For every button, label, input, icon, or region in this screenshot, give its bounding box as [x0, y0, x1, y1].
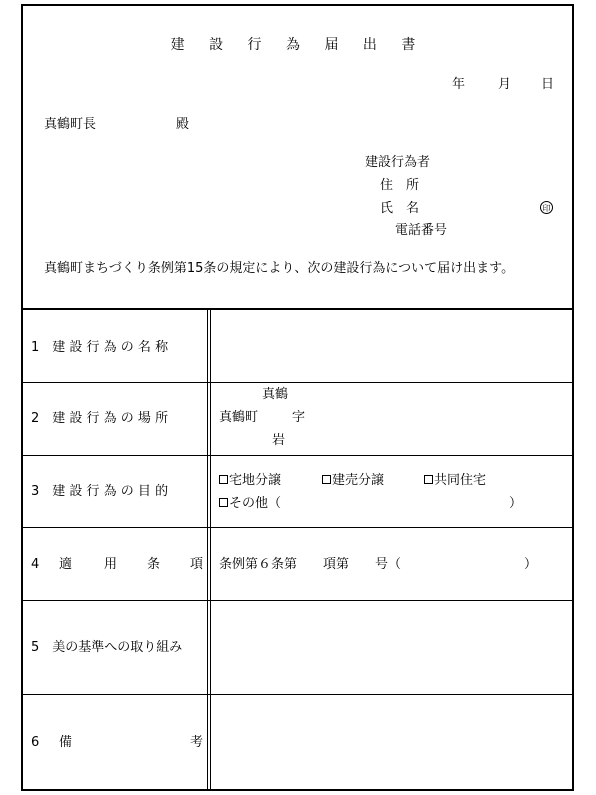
beauty-standard-field[interactable] — [212, 603, 572, 693]
row-divider — [21, 600, 574, 601]
construction-name-field[interactable] — [212, 311, 572, 381]
place-sub-top: 真鶴 — [262, 387, 289, 402]
row-divider — [21, 382, 574, 383]
row-label-part: 条 — [147, 557, 161, 572]
row-label-construction-name: 1 建 設 行 為 の 名 称 — [31, 340, 169, 355]
row-label-construction-place: 2 建 設 行 為 の 場 所 — [31, 411, 169, 426]
date-year-label: 年 — [452, 77, 466, 92]
place-sub-bottom: 岩 — [272, 433, 286, 448]
row-label-part: 用 — [104, 557, 118, 572]
document-title: 建 設 行 為 届 出 書 — [170, 37, 426, 53]
row-label-number: 4 — [31, 557, 40, 572]
place-aza: 字 — [292, 410, 306, 425]
phone-label: 電話番号 — [395, 223, 448, 238]
row-label-part: 適 — [59, 557, 73, 572]
checkbox[interactable] — [219, 498, 228, 507]
row-label-remarks-right: 考 — [190, 735, 204, 750]
seal-char: 印 — [540, 201, 553, 214]
row-label-remarks-left: 備 — [59, 735, 73, 750]
row-label-part: 項 — [190, 557, 204, 572]
honorific: 殿 — [176, 117, 190, 132]
checkbox[interactable] — [219, 475, 228, 484]
name-label: 氏 名 — [380, 201, 420, 216]
checkbox[interactable] — [424, 475, 433, 484]
option-other-close: ） — [509, 496, 523, 511]
place-town: 真鶴町 — [219, 410, 259, 425]
date-month-label: 月 — [498, 77, 512, 92]
addressee: 真鶴町長 — [44, 117, 97, 132]
remarks-field[interactable] — [212, 697, 572, 789]
option-other[interactable]: その他（ — [219, 497, 281, 510]
seal-mark — [540, 201, 553, 214]
applicable-clause-text[interactable]: 条例第６条第 項第 号（ — [219, 557, 402, 572]
applicant-label: 建設行為者 — [365, 155, 431, 170]
row-divider — [21, 694, 574, 695]
option-built-for-sale[interactable]: 建売分譲 — [322, 474, 384, 487]
row-divider — [21, 527, 574, 528]
row-divider — [21, 455, 574, 456]
option-residential-lot[interactable]: 宅地分譲 — [219, 474, 281, 487]
address-label: 住 所 — [380, 178, 420, 193]
row-label-construction-purpose: 3 建 設 行 為 の 目 的 — [31, 484, 169, 499]
date-day-label: 日 — [541, 77, 555, 92]
checkbox[interactable] — [322, 475, 331, 484]
row-label-number: 6 — [31, 735, 40, 750]
statement-text: 真鶴町まちづくり条例第15条の規定により、次の建設行為について届け出ます。 — [44, 261, 515, 276]
row-label-beauty-standard: 5 美の基準への取り組み — [31, 640, 183, 655]
header-table-divider — [21, 308, 574, 310]
applicable-clause-close: ） — [524, 557, 538, 572]
option-apartment[interactable]: 共同住宅 — [424, 474, 486, 487]
